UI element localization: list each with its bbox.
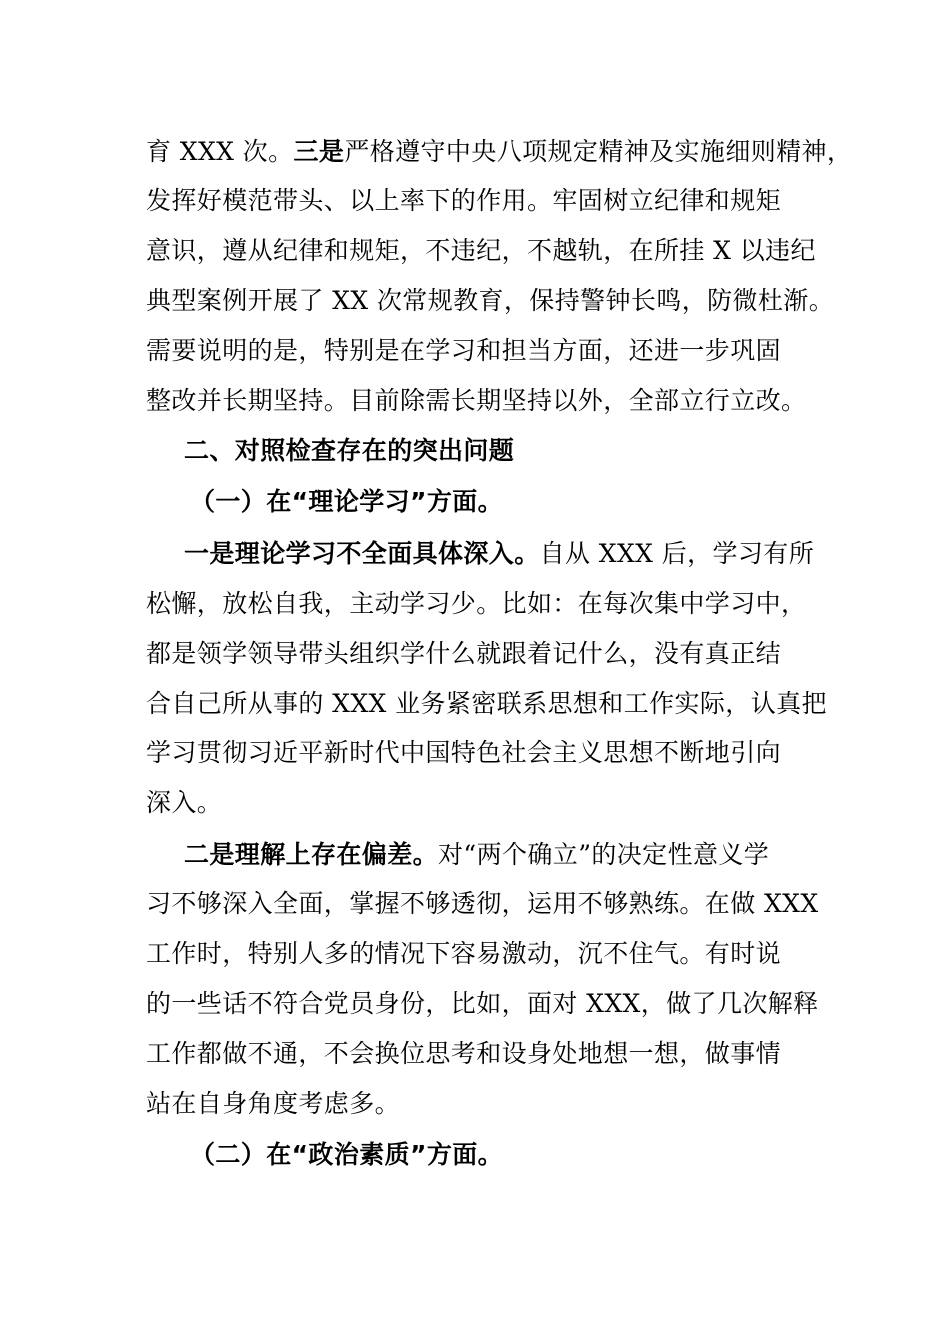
text-run: 工作都做不通，不会换位思考和设身处地想一想，做事情 xyxy=(146,1039,782,1068)
paragraph-line xyxy=(184,835,769,875)
text-run: 的一些话不符合党员身份，比如，面对 XXX，做了几次解释 xyxy=(146,989,819,1018)
subsection-heading-text: （二）在“政治素质”方面。 xyxy=(190,1140,504,1169)
text-run: 自从 XXX 后，学习有所 xyxy=(539,539,815,568)
paragraph-line xyxy=(146,231,816,271)
subsection-heading xyxy=(190,1135,503,1175)
paragraph-line xyxy=(146,733,781,773)
text-run: 整改并长期坚持。目前除需长期坚持以外，全部立行立改。 xyxy=(146,386,807,415)
emphasis-run: 二是理解上存在偏差。 xyxy=(184,840,439,869)
paragraph-line xyxy=(146,684,827,724)
emphasis-run: 一是理论学习不全面具体深入。 xyxy=(184,539,540,568)
subsection-heading xyxy=(190,482,503,522)
text-run: 都是领学领导带头组织学什么就跟着记什么，没有真正结 xyxy=(146,639,782,668)
paragraph-line xyxy=(146,331,781,371)
text-run: 学习贯彻习近平新时代中国特色社会主义思想不断地引向 xyxy=(146,738,782,767)
text-run: 深入。 xyxy=(146,788,223,817)
paragraph-line xyxy=(146,381,806,421)
paragraph-line xyxy=(146,984,819,1024)
paragraph-line xyxy=(146,783,222,823)
paragraph-line xyxy=(146,1084,400,1124)
paragraph-line xyxy=(146,132,852,172)
paragraph-line xyxy=(184,534,814,574)
paragraph-line xyxy=(146,634,781,674)
paragraph-line xyxy=(146,181,781,221)
section-heading-text: 二、对照检查存在的突出问题 xyxy=(184,436,515,465)
paragraph-line xyxy=(146,281,834,321)
text-run: 意识，遵从纪律和规矩，不违纪，不越轨，在所挂 X 以违纪 xyxy=(146,236,816,265)
paragraph-line xyxy=(146,1034,781,1074)
text-run: 发挥好模范带头、以上率下的作用。牢固树立纪律和规矩 xyxy=(146,186,782,215)
section-heading xyxy=(184,431,514,471)
text-run: 习不够深入全面，掌握不够透彻，运用不够熟练。在做 XXX xyxy=(146,889,819,918)
emphasis-run: 三是 xyxy=(293,137,345,166)
text-run: 站在自身角度考虑多。 xyxy=(146,1089,401,1118)
text-run: 严格遵守中央八项规定精神及实施细则精神， xyxy=(344,137,853,166)
text-run: 工作时，特别人多的情况下容易激动，沉不住气。有时说 xyxy=(146,939,782,968)
paragraph-line xyxy=(146,584,806,624)
paragraph-line xyxy=(146,934,781,974)
text-run: 对“两个确立”的决定性意义学 xyxy=(438,840,770,869)
paragraph-line xyxy=(146,884,819,924)
text-run: 松懈，放松自我，主动学习少。比如：在每次集中学习中， xyxy=(146,589,807,618)
text-run: 育 XXX 次。 xyxy=(146,137,294,166)
text-run: 合自己所从事的 XXX 业务紧密联系思想和工作实际，认真把 xyxy=(146,689,827,718)
text-run: 典型案例开展了 XX 次常规教育，保持警钟长鸣，防微杜渐。 xyxy=(146,286,835,315)
text-run: 需要说明的是，特别是在学习和担当方面，还进一步巩固 xyxy=(146,336,782,365)
subsection-heading-text: （一）在“理论学习”方面。 xyxy=(190,487,504,516)
